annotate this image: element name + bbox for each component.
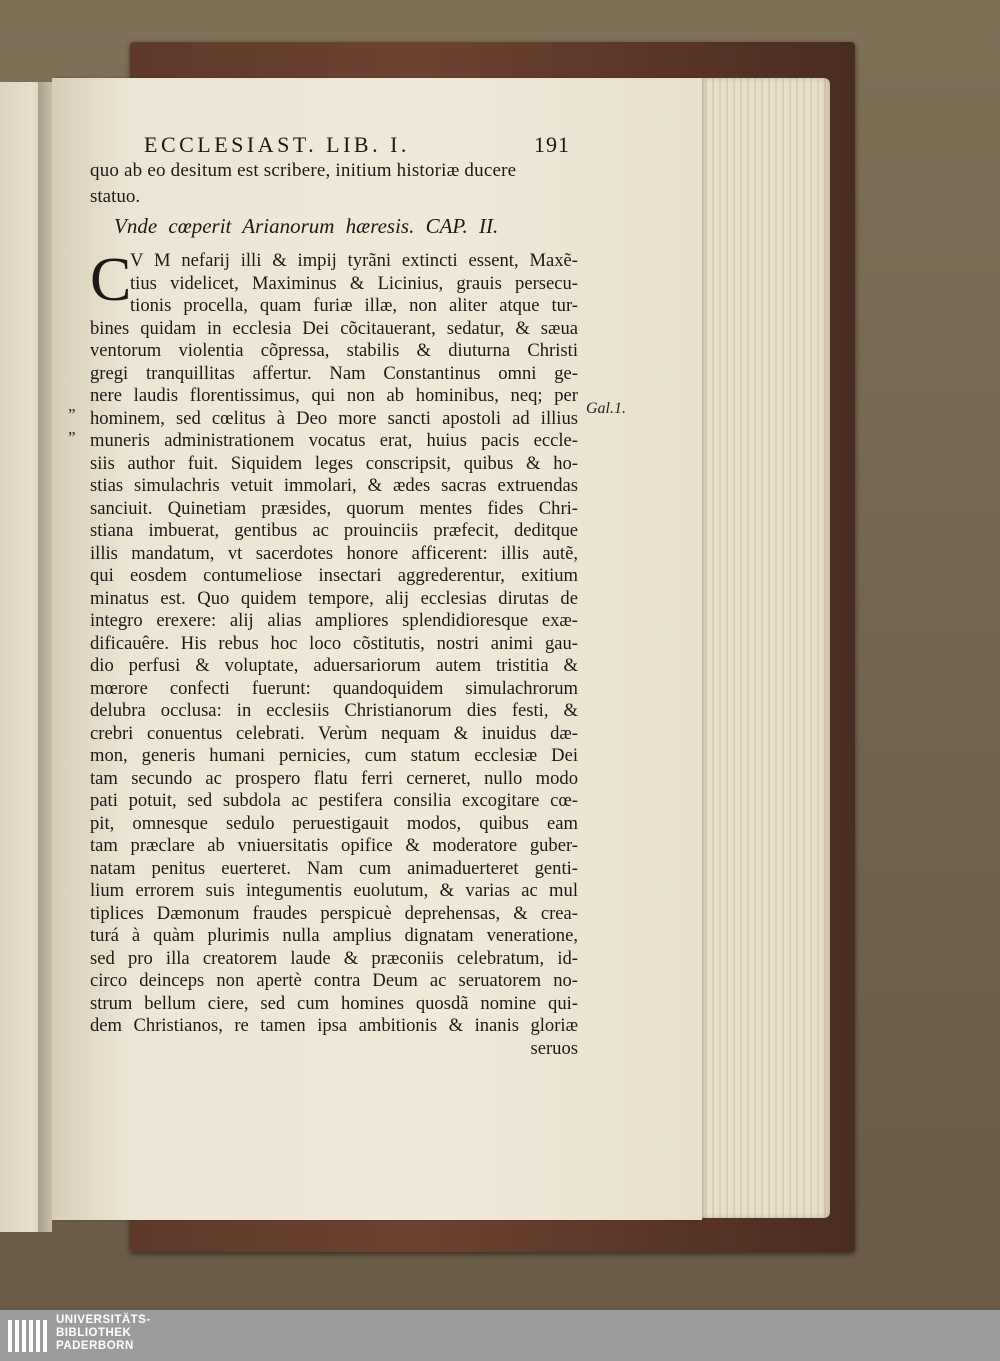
text-line: tius videlicet, Maximinus & Licinius, grauis persecu- [130, 272, 578, 294]
text-line: stiana imbuerat, gentibus ac prouinciis præfecit, deditque [90, 520, 578, 541]
text-line: qui eosdem contumeliose insectari aggrederentur, exitium [90, 565, 578, 586]
text-line: muneris administrationem vocatus erat, huius pacis eccle- [90, 430, 578, 451]
text-line: lium errorem suis integumentis euolutum, & varias ac mul [90, 880, 578, 901]
text-line: tam præclare ab vniuersitatis opifice & moderatore guber- [90, 835, 578, 856]
book-page [52, 78, 702, 1220]
quotation-mark: „ [68, 396, 76, 415]
text-line: mon, generis humani pernicies, cum statum ecclesiæ Dei [90, 745, 578, 766]
text-line: circo deinceps non apertè contra Deum ac seruatorem no- [90, 970, 578, 991]
running-title: ECCLESIAST. LIB. I. [144, 132, 410, 157]
text-line: turá à quàm plurimis nulla amplius dignatam veneratione, [90, 925, 578, 946]
text-line: crebri conuentus celebrati. Verùm nequam & inuidus dæ- [90, 722, 578, 744]
text-line: siis author fuit. Siquidem leges conscripsit, quibus & ho- [90, 452, 578, 474]
text-line: tiplices Dæmonum fraudes perspicuè deprehensas, & crea- [90, 902, 578, 924]
chapter-title: Vnde cœperit Arianorum hæresis. CAP. II. [114, 214, 499, 238]
text-line: nere laudis florentissimus, qui non ab hominibus, neq; per [90, 385, 578, 406]
text-line: dio perfusi & voluptate, aduersariorum autem tristitia & [90, 655, 578, 676]
library-name-line: UNIVERSITÄTS- [56, 1314, 151, 1326]
running-header [144, 132, 570, 158]
text-line: pit, omnesque sedulo peruestigauit modos, quibus eam [90, 812, 578, 834]
text-line: mœrore confecti fuerunt: quandoquidem simulachrorum [90, 677, 578, 699]
text-line: pati potuit, sed subdola ac pestifera consilia excogitare cœ- [90, 790, 578, 811]
intro-line: statuo. [90, 186, 141, 207]
text-line: sanciuit. Quinetiam præsides, quorum mentes fides Chri- [90, 497, 578, 519]
library-name-line: BIBLIOTHEK [56, 1327, 132, 1339]
library-name-line: PADERBORN [56, 1340, 134, 1352]
text-line: dificauêre. His rebus hoc loco cõstitutis, nostri animi gau- [90, 632, 578, 654]
text-line: integro erexere: alij alias ampliores splendidioresque exæ- [90, 610, 578, 631]
text-line: dem Christianos, re tamen ipsa ambitionis & inanis gloriæ [90, 1015, 578, 1036]
text-line: strum bellum ciere, sed cum homines quosdã nomine qui- [90, 992, 578, 1014]
library-name [56, 1314, 151, 1353]
catchword: seruos [530, 1037, 578, 1059]
text-line: sed pro illa creatorem laude & præconiis celebratum, id- [90, 947, 578, 969]
page-fore-edge [700, 78, 830, 1218]
text-line: V M nefarij illi & impij tyrãni extincti essent, Maxẽ- [130, 250, 578, 271]
text-line: hominem, sed cœlitus à Deo more sancti apostoli ad illius [90, 407, 578, 429]
text-line: tam secundo ac prospero flatu ferri cerneret, nullo modo [90, 767, 578, 789]
text-line: bines quidam in ecclesia Dei cõcitauerant, sedatur, & sæua [90, 317, 578, 339]
body-text [90, 246, 578, 1060]
marginal-note: Gal.1. [586, 400, 626, 417]
text-line: illis mandatum, vt sacerdotes honore afficerent: illis autẽ, [90, 542, 578, 564]
text-line: tionis procella, quam furiæ illæ, non aliter atque tur- [130, 295, 578, 316]
text-line: natam penitus euerteret. Nam cum animaduerteret genti- [90, 857, 578, 879]
text-line: ventorum violentia cõpressa, stabilis & diuturna Christi [90, 340, 578, 361]
intro-line: quo ab eo desitum est scribere, initium historiæ ducere [90, 160, 517, 181]
library-logo-icon [6, 1318, 50, 1354]
text-line: minatus est. Quo quidem tempore, alij ecclesias dirutas de [90, 587, 578, 609]
library-footer [0, 1310, 1000, 1361]
text-line: stias simulachris vetuit immolari, & ædes sacras extruendas [90, 475, 578, 496]
drop-cap-initial: C [90, 246, 132, 314]
page-number: 191 [534, 132, 570, 157]
quotation-mark: „ [68, 419, 76, 438]
text-line: delubra occlusa: in ecclesiis Christianorum dies festi, & [90, 700, 578, 721]
book-gutter [38, 82, 52, 1232]
text-line: gregi tranquillitas affertur. Nam Constantinus omni ge- [90, 362, 578, 384]
